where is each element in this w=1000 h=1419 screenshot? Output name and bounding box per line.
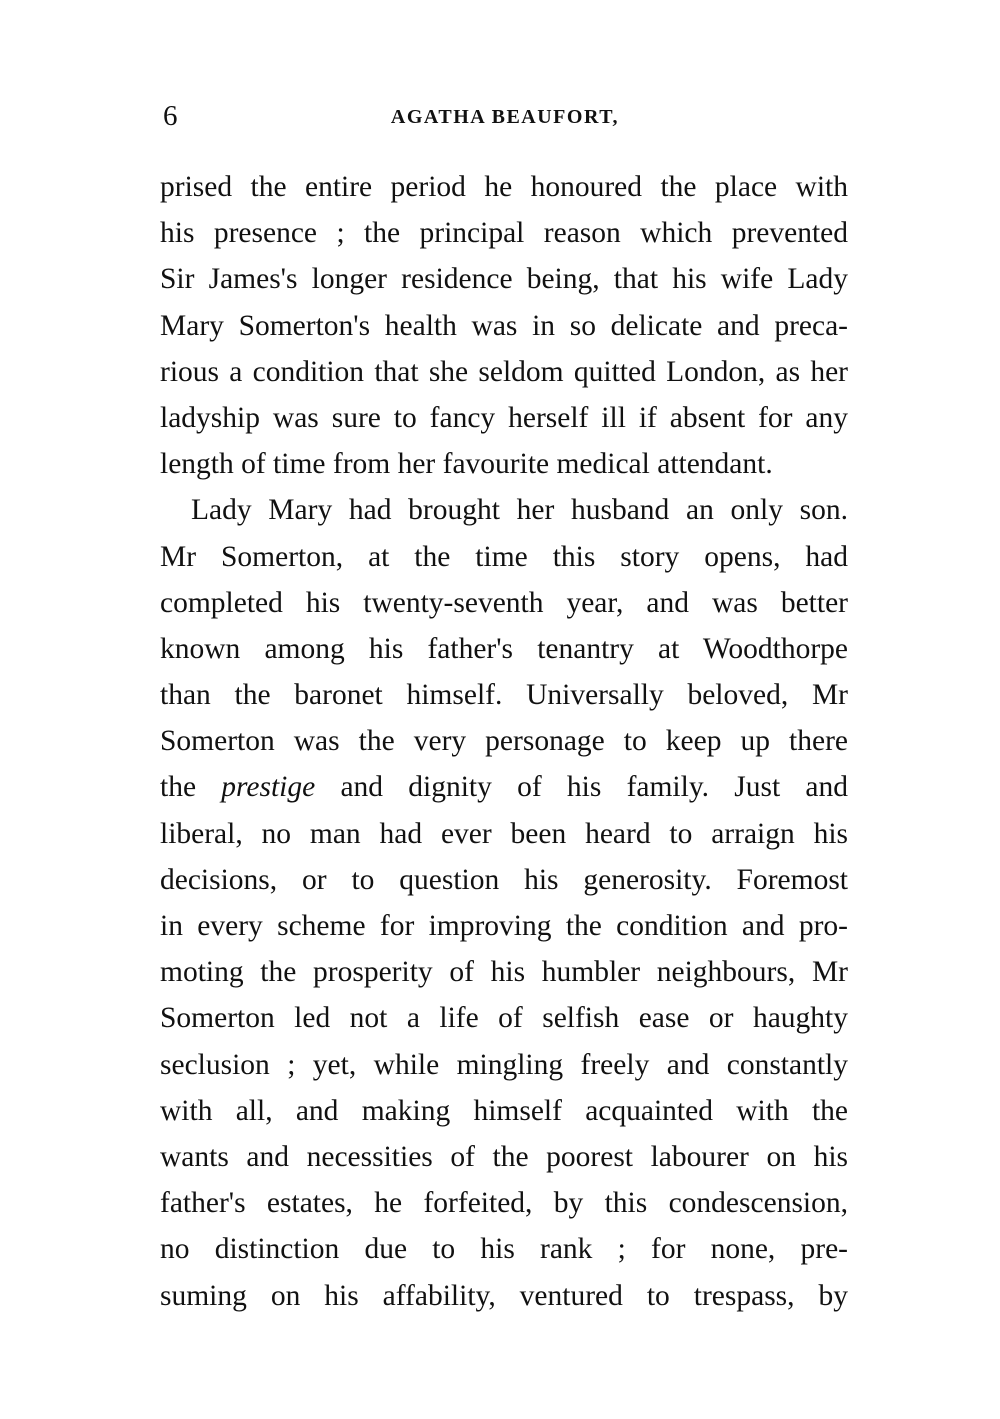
paragraph-end-line: length of time from her favourite medical attendant. [160, 448, 773, 481]
text-line: known among his father's tenantry at Woodthorpe [160, 632, 848, 665]
page-number: 6 [163, 100, 178, 132]
text-line: completed his twenty-seventh year, and was better [160, 586, 848, 619]
text-line: wants and necessities of the poorest labourer on his [160, 1140, 848, 1173]
italic-word: prestige [221, 771, 316, 804]
text-line: ladyship was sure to fancy herself ill if absent for any [160, 401, 848, 434]
text-line: Sir James's longer residence being, that his wife Lady [160, 263, 848, 296]
paragraph-start-line: Lady Mary had brought her husband an only son. [191, 494, 848, 527]
text-line: than the baronet himself. Universally beloved, Mr [160, 679, 848, 712]
text-line: Somerton was the very personage to keep up there [160, 725, 848, 758]
body-text [160, 164, 848, 1319]
text-line: prised the entire period he honoured the place with [160, 171, 848, 203]
text-line: no distinction due to his rank ; for none, pre- [160, 1233, 848, 1266]
text-segment: the [160, 771, 197, 804]
text-line: in every scheme for improving the condition and pro- [160, 910, 848, 942]
text-line: father's estates, he forfeited, by this condescension, [160, 1187, 848, 1220]
text-line: seclusion ; yet, while mingling freely and constantly [160, 1048, 848, 1081]
text-line: suming on his affability, ventured to trespass, by [160, 1279, 848, 1312]
text-line: moting the prosperity of his humbler neighbours, Mr [160, 956, 848, 989]
text-line: Mary Somerton's health was in so delicate and preca- [160, 309, 848, 342]
text-line: decisions, or to question his generosity. Foremost [160, 863, 848, 896]
text-line: Mr Somerton, at the time this story opens, had [160, 540, 848, 573]
text-line: liberal, no man had ever been heard to arraign his [160, 817, 848, 850]
text-line [160, 764, 848, 810]
running-title: AGATHA BEAUFORT, [390, 106, 620, 128]
text-line: his presence ; the principal reason which prevented [160, 217, 848, 250]
text-segment: and dignity of his family. Just and [340, 771, 848, 804]
text-line: rious a condition that she seldom quitted London, as her [160, 355, 848, 388]
text-line: Somerton led not a life of selfish ease or haughty [160, 1002, 848, 1035]
text-line: with all, and making himself acquainted with the [160, 1094, 848, 1127]
